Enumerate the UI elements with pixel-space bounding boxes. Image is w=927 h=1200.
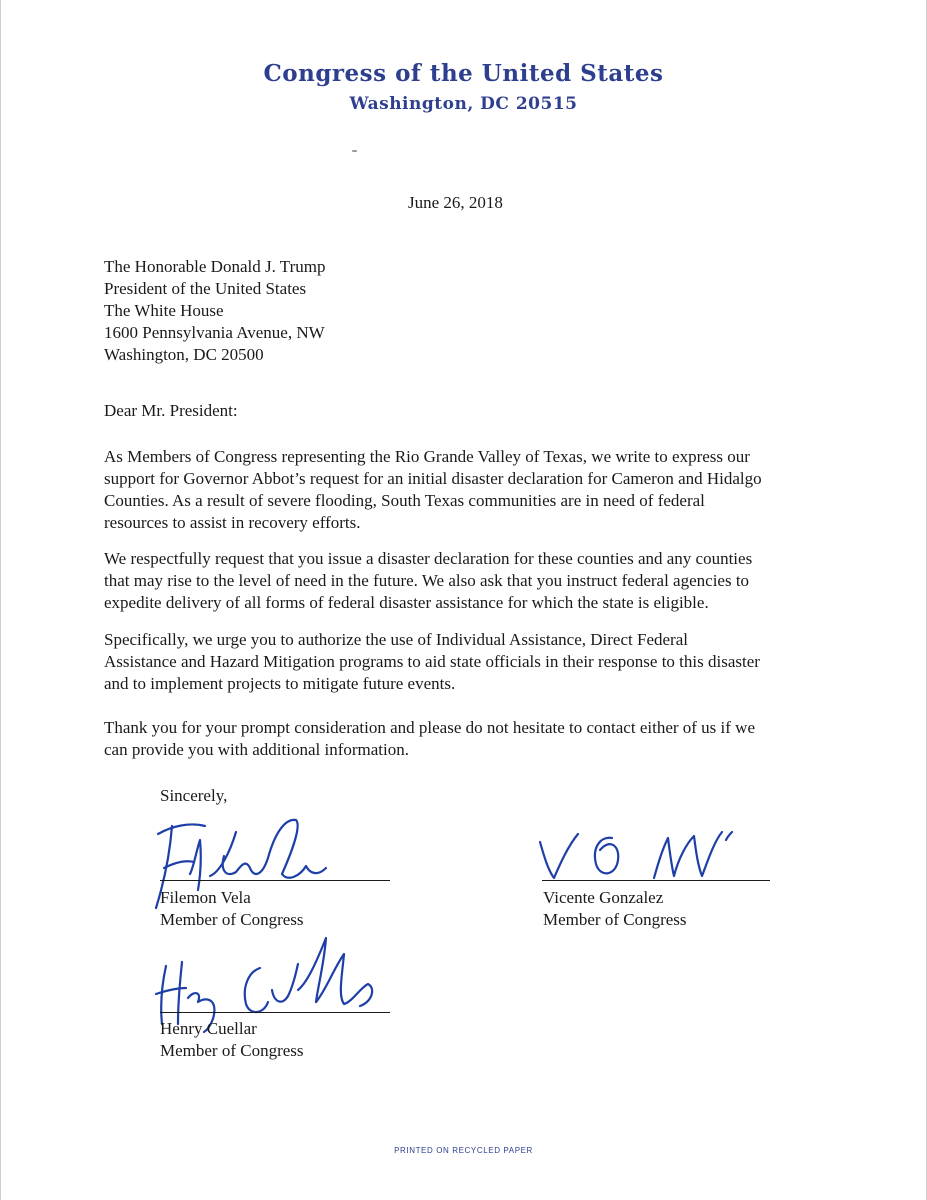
signer-name-vela: Filemon Vela <box>160 888 251 907</box>
body-paragraph-1 <box>104 446 804 534</box>
body-paragraph-2 <box>104 548 804 614</box>
address-line: Washington, DC 20500 <box>104 345 264 364</box>
paragraph-line: As Members of Congress representing the Rio Grande Valley of Texas, we write to express our <box>104 447 750 466</box>
signer-name-gonzalez: Vicente Gonzalez <box>543 888 664 907</box>
address-line: The White House <box>104 301 224 320</box>
paragraph-line: expedite delivery of all forms of federal disaster assistance for which the state is eligible. <box>104 593 709 612</box>
paragraph-line: Thank you for your prompt consideration and please do not hesitate to contact either of us if we <box>104 718 756 737</box>
closing: Sincerely, <box>160 786 228 805</box>
signature-line <box>160 1012 390 1013</box>
salutation: Dear Mr. President: <box>104 401 238 420</box>
paragraph-line: can provide you with additional information. <box>104 740 409 759</box>
paragraph-line: and to implement projects to mitigate future events. <box>104 674 456 693</box>
paragraph-line: that may rise to the level of need in the future. We also ask that you instruct federal agencies to <box>104 571 750 590</box>
body-paragraph-4 <box>104 717 804 761</box>
recipient-address <box>104 256 325 366</box>
recycled-paper-notice: PRINTED ON RECYCLED PAPER <box>394 1146 533 1155</box>
address-line: 1600 Pennsylvania Avenue, NW <box>104 323 325 342</box>
letterhead-title: Congress of the United States <box>263 60 664 87</box>
signature-line <box>160 880 390 881</box>
signer-name-cuellar: Henry Cuellar <box>160 1019 257 1038</box>
letter-date: June 26, 2018 <box>408 193 503 212</box>
letterhead-subtitle: Washington, DC 20515 <box>349 94 578 114</box>
paragraph-line: Counties. As a result of severe flooding, South Texas communities are in need of federal <box>104 491 705 510</box>
body-paragraph-3 <box>104 629 804 695</box>
paragraph-line: We respectfully request that you issue a disaster declaration for these counties and any counties <box>104 549 753 568</box>
signer-title-cuellar: Member of Congress <box>160 1041 304 1060</box>
paragraph-line: resources to assist in recovery efforts. <box>104 513 361 532</box>
address-line: President of the United States <box>104 279 307 298</box>
address-line: The Honorable Donald J. Trump <box>104 257 326 276</box>
signer-title-vela: Member of Congress <box>160 910 304 929</box>
paragraph-line: support for Governor Abbot’s request for an initial disaster declaration for Cameron and Hidalgo <box>104 469 762 488</box>
paragraph-line: Assistance and Hazard Mitigation programs to aid state officials in their response to this disaster <box>104 652 760 671</box>
signer-title-gonzalez: Member of Congress <box>543 910 687 929</box>
scan-speck <box>352 150 357 152</box>
signature-line <box>542 880 770 881</box>
paragraph-line: Specifically, we urge you to authorize the use of Individual Assistance, Direct Federal <box>104 630 688 649</box>
